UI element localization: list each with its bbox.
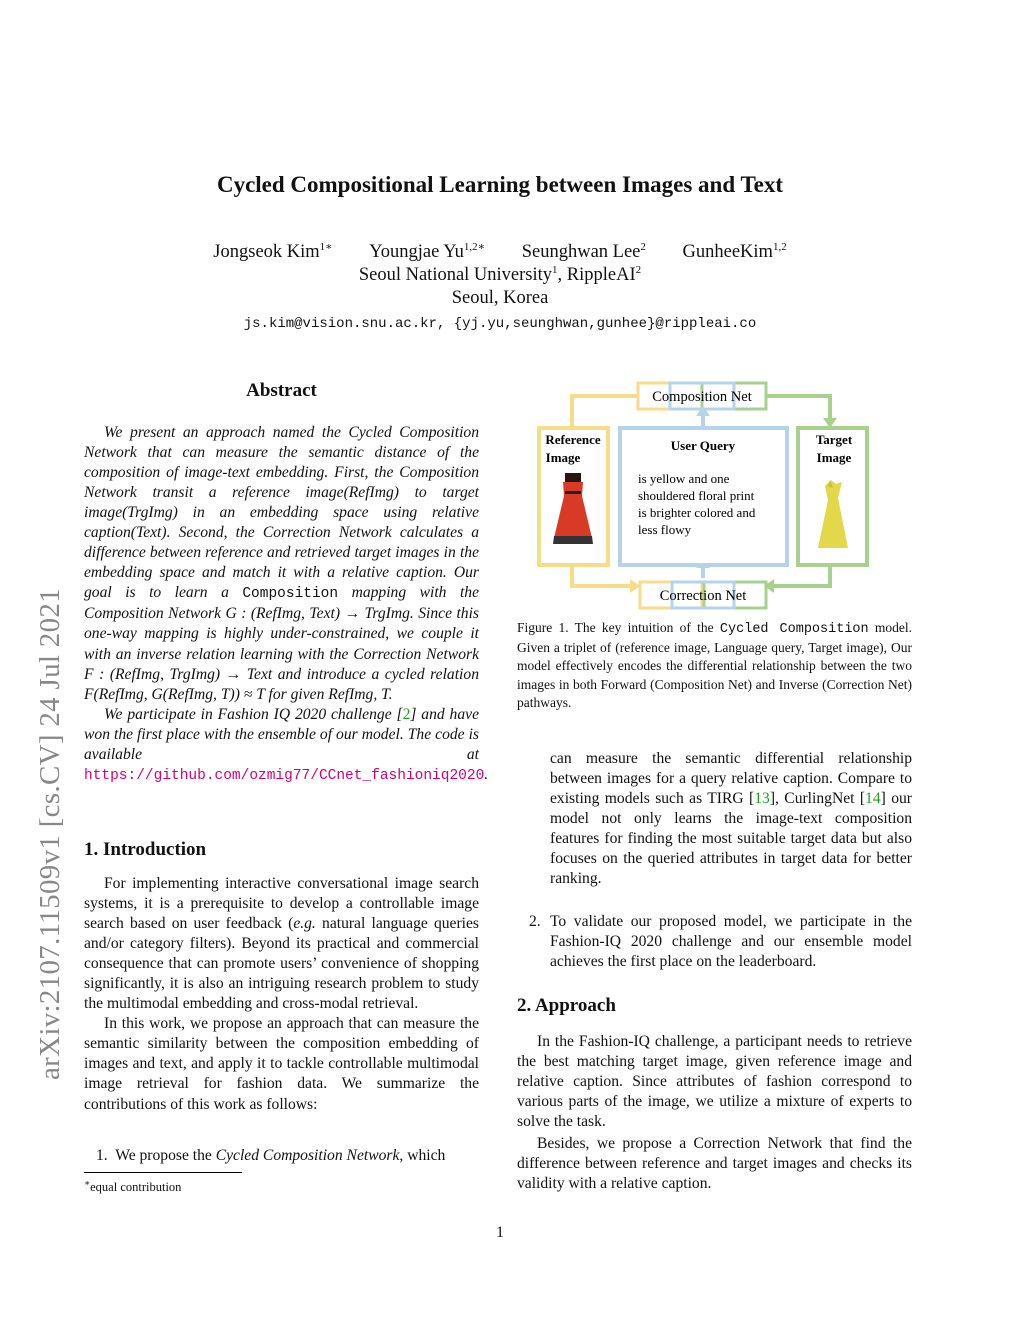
author-list [0, 240, 1000, 263]
author-emails: js.kim@vision.snu.ac.kr, {yj.yu,seunghwan,gunhee}@rippleai.co [243, 316, 757, 332]
arrow-composition-to-target [766, 396, 830, 420]
intro-paragraph: In this work, we propose an approach that can measure the semantic similarity between the composition embedding of images and text, and apply it to tackle controllable multimodal image retrieval for fashion data. We summarize the contributions of this work as follows: [84, 1015, 479, 1113]
approach-paragraph: In the Fashion-IQ challenge, a participant needs to retrieve the best matching target image, given reference image and relative caption. Since attributes of fashion correspond to various parts of the image, we utilize a mixture of experts to solve the task. [517, 1033, 912, 1131]
user-query-text: shouldered floral print [638, 488, 755, 503]
composition-net-label: Composition Net [652, 389, 752, 405]
contribution-item-2: To validate our proposed model, we participate in the Fashion-IQ 2020 challenge and our ensemble model achieves the first place on the leaderboard. [550, 913, 912, 971]
author: GunheeKim$^{1,2}$ [682, 241, 787, 263]
arxiv-identifier: arXiv:2107.11509v1 [cs.CV] 24 Jul 2021 [34, 587, 66, 1080]
target-image-label: Target [815, 432, 853, 447]
paper-title: Cycled Compositional Learning between Images and Text [216, 172, 784, 197]
footnote-rule [84, 1172, 242, 1173]
approach-paragraph: Besides, we propose a Correction Network that find the difference between reference and target images and checks its validity with a relative caption. [517, 1135, 912, 1193]
author: Seunghwan Lee$^2$ [521, 241, 646, 263]
contribution-item-1-start: 1. We propose the Cycled Composition Network, which [96, 1147, 446, 1164]
contribution-item-2-number: 2. [529, 913, 541, 930]
section-heading-introduction: 1. Introduction [84, 839, 207, 860]
intro-body [84, 874, 479, 1115]
contribution-item-1-continued: can measure the semantic differential relationship between images for a query relative caption. Compare to existing models such as TIRG [13], CurlingNet [14] our model not only learns the image-text composition features for finding the most suitable target data but also focuses on the queried attributes in target data for better ranking. [550, 750, 912, 888]
figure-1-caption: Figure 1. The key intuition of the Cycled Composition model. Given a triplet of (reference image, Language query, Target image), Our model effectively encodes the differential relationship between the two images in both Forward (Composition Net) and Inverse (Correction Net) pathways. [517, 620, 913, 710]
arrow-reference-to-correction [572, 565, 632, 586]
code-url-link[interactable]: https://github.com/ozmig77/CCnet_fashioniq2020 [84, 767, 485, 784]
user-query-text: is brighter colored and [638, 505, 756, 520]
page-number: 1 [496, 1224, 504, 1241]
affiliations: Seoul National University$^1$, RippleAI$^2$ [358, 264, 642, 286]
reference-image-label: Image [545, 450, 581, 465]
citation-link[interactable]: 14 [865, 790, 881, 808]
figure-1-diagram [530, 378, 905, 613]
abstract-heading: Abstract [246, 380, 317, 401]
arrow-target-to-correction [772, 565, 830, 586]
reference-image-label: Reference [545, 432, 601, 447]
approach-body [517, 1032, 912, 1194]
user-query-title: User Query [670, 438, 736, 453]
abstract-paragraph: We participate in Fashion IQ 2020 challenge [2] and have won the first place with the ensemble of our model. The code is available at https://github.com/ozmig77/CCnet_fashioniq2020. [84, 705, 489, 784]
user-query-text: less flowy [638, 522, 692, 537]
location: Seoul, Korea [451, 288, 549, 308]
arrow-reference-to-composition [572, 396, 638, 426]
correction-net-label: Correction Net [659, 588, 747, 604]
author: Youngjae $Yu^{1,2∗}$ [369, 241, 486, 263]
intro-paragraph: For implementing interactive conversational image search systems, it is a prerequisite to develop a controllable image search based on user feedback (e.g. natural language queries and/or category filters). Beyond its practical and commercial consequence that can promote users’ convenience of shopping significantly, it is also an intriguing research problem to study the multimodal embedding and cross-modal retrieval. [84, 875, 479, 1013]
abstract-body [84, 423, 489, 786]
citation-link[interactable]: 13 [754, 790, 770, 808]
abstract-paragraph: We present an approach named the Cycled Composition Network that can measure the semantic distance of the composition of image-text embedding. First, the Composition Network transit a reference image(RefImg) to target image(TrgImg) in an embedding space using relative caption(Text). Second, the Correction Network calculates a difference between reference and retrieved target images in the embedding space and match it with a relative caption. Our goal is to learn a Composition mapping with the Composition Network G : (RefImg, Text) → TrgImg. Since this one-way mapping is highly under-constrained, we couple it with an inverse relation learning with the Correction Network F : (RefImg, TrgImg) → Text and introduce a cycled relation F(RefImg, G(RefImg, T)) ≈ T for given RefImg, T. [84, 424, 480, 703]
user-query-text: is yellow and one [638, 471, 730, 486]
target-image-label: Image [816, 450, 852, 465]
section-heading-approach: 2. Approach [517, 995, 616, 1016]
author: Jongseok Kim$^{1∗}$ [213, 241, 333, 263]
footnote: ∗equal contribution [84, 1178, 182, 1195]
citation-link[interactable]: 2 [402, 705, 411, 723]
